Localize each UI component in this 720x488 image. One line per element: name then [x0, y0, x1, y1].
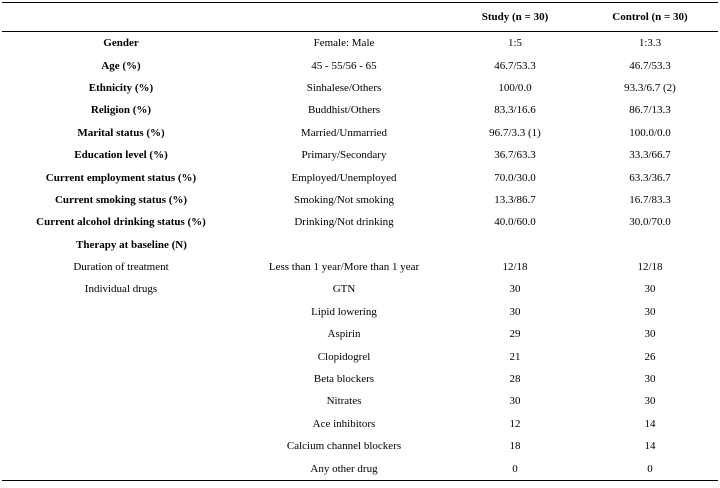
row-control-value: 14	[644, 417, 656, 430]
row-study-value: 30	[509, 283, 521, 296]
row-category: Sinhalese/Others	[306, 81, 382, 94]
header-study: Study (n = 30)	[448, 3, 582, 32]
row-study-value: 96.7/3.3 (1)	[489, 126, 541, 139]
row-category: Less than 1 year/More than 1 year	[268, 261, 420, 274]
row-study-value: 83.3/16.6	[494, 104, 536, 117]
table-row	[2, 278, 718, 300]
row-category: Aspirin	[327, 328, 361, 341]
row-category: Lipid lowering	[311, 305, 377, 318]
row-label	[2, 323, 240, 345]
row-study-value: 30	[509, 305, 521, 318]
row-control-value: 63.3/36.7	[629, 171, 671, 184]
table-row	[2, 99, 718, 121]
row-control-value: 30	[644, 395, 656, 408]
baseline-characteristics-table	[2, 2, 718, 481]
row-study-value: 29	[509, 328, 521, 341]
row-label: Ethnicity (%)	[88, 81, 154, 94]
row-study-value: 21	[509, 350, 521, 363]
row-control-value: 30.0/70.0	[629, 216, 671, 229]
table-row	[2, 54, 718, 76]
row-category: Drinking/Not drinking	[294, 216, 394, 229]
row-category: Nitrates	[326, 395, 362, 408]
row-category: Married/Unmarried	[300, 126, 388, 139]
row-control-value: 46.7/53.3	[629, 59, 671, 72]
table-row	[2, 457, 718, 480]
row-category: GTN	[332, 283, 356, 296]
row-label: Gender	[103, 37, 139, 50]
table-row	[2, 144, 718, 166]
row-category: Ace inhibitors	[312, 417, 376, 430]
row-label: Duration of treatment	[73, 261, 169, 274]
row-study-value: 12/18	[502, 261, 528, 274]
table-row	[2, 390, 718, 412]
row-label	[2, 457, 240, 480]
table-row	[2, 301, 718, 323]
row-control-value: 12/18	[637, 261, 663, 274]
row-control-value: 30	[644, 328, 656, 341]
table-row	[2, 32, 718, 55]
row-control-value: 1:3.3	[638, 37, 662, 50]
row-category	[240, 234, 448, 256]
row-control-value: 86.7/13.3	[629, 104, 671, 117]
row-label: Current employment status (%)	[45, 171, 197, 184]
row-control-value: 26	[644, 350, 656, 363]
header-row	[2, 3, 718, 32]
row-label	[2, 390, 240, 412]
row-label: Marital status (%)	[77, 126, 165, 139]
row-category: Clopidogrel	[317, 350, 371, 363]
table-row	[2, 211, 718, 233]
row-control-value: 100.0/0.0	[629, 126, 671, 139]
row-label: Age (%)	[101, 59, 141, 72]
row-category: Employed/Unemployed	[291, 171, 397, 184]
row-label	[2, 345, 240, 367]
row-label	[2, 301, 240, 323]
row-control-value: 0	[582, 457, 718, 480]
row-study-value: 1:5	[507, 37, 523, 50]
row-study-value: 70.0/30.0	[494, 171, 536, 184]
row-label: Therapy at baseline (N)	[76, 238, 187, 251]
row-category: Calcium channel blockers	[286, 440, 402, 453]
row-category: Smoking/Not smoking	[294, 193, 394, 206]
table-row	[2, 234, 718, 256]
table-row	[2, 122, 718, 144]
row-study-value: 46.7/53.3	[494, 59, 536, 72]
row-study-value: 28	[509, 373, 521, 386]
row-category: Primary/Secondary	[301, 149, 387, 162]
row-label	[2, 368, 240, 390]
row-category: Beta blockers	[313, 373, 375, 386]
row-control-value: 93.3/6.7 (2)	[624, 81, 676, 94]
row-control-value: 30	[644, 373, 656, 386]
row-category: 45 - 55/56 - 65	[311, 59, 377, 72]
table-row	[2, 256, 718, 278]
row-label: Education level (%)	[74, 149, 168, 162]
row-label: Current smoking status (%)	[54, 193, 188, 206]
table-header	[2, 3, 718, 32]
row-control-value: 33.3/66.7	[629, 149, 671, 162]
row-study-value: 36.7/63.3	[494, 149, 536, 162]
table-row	[2, 413, 718, 435]
header-variable	[2, 3, 240, 32]
row-study-value: 40.0/60.0	[494, 216, 536, 229]
row-control-value: 30	[644, 305, 656, 318]
row-label	[2, 435, 240, 457]
table-row	[2, 323, 718, 345]
data-table	[2, 2, 718, 481]
row-study-value	[448, 234, 582, 256]
table-row	[2, 189, 718, 211]
row-category: Any other drug	[240, 457, 448, 480]
row-study-value: 30	[509, 395, 521, 408]
row-label	[2, 413, 240, 435]
table-row	[2, 435, 718, 457]
row-study-value: 100/0.0	[498, 81, 532, 94]
row-label: Religion (%)	[90, 104, 152, 117]
table-body	[2, 32, 718, 481]
row-study-value: 0	[448, 457, 582, 480]
table-row	[2, 368, 718, 390]
row-study-value: 12	[509, 417, 521, 430]
row-category: Buddhist/Others	[307, 104, 381, 117]
row-label: Current alcohol drinking status (%)	[36, 216, 206, 229]
row-control-value: 30	[644, 283, 656, 296]
table-row	[2, 166, 718, 188]
header-control: Control (n = 30)	[582, 3, 718, 32]
row-study-value: 18	[509, 440, 521, 453]
row-category: Female: Male	[313, 37, 375, 50]
table-row	[2, 345, 718, 367]
row-control-value	[582, 234, 718, 256]
row-control-value: 14	[644, 440, 656, 453]
header-category	[240, 3, 448, 32]
row-label: Individual drugs	[84, 283, 158, 296]
row-control-value: 16.7/83.3	[629, 193, 671, 206]
table-row	[2, 77, 718, 99]
row-study-value: 13.3/86.7	[494, 193, 536, 206]
